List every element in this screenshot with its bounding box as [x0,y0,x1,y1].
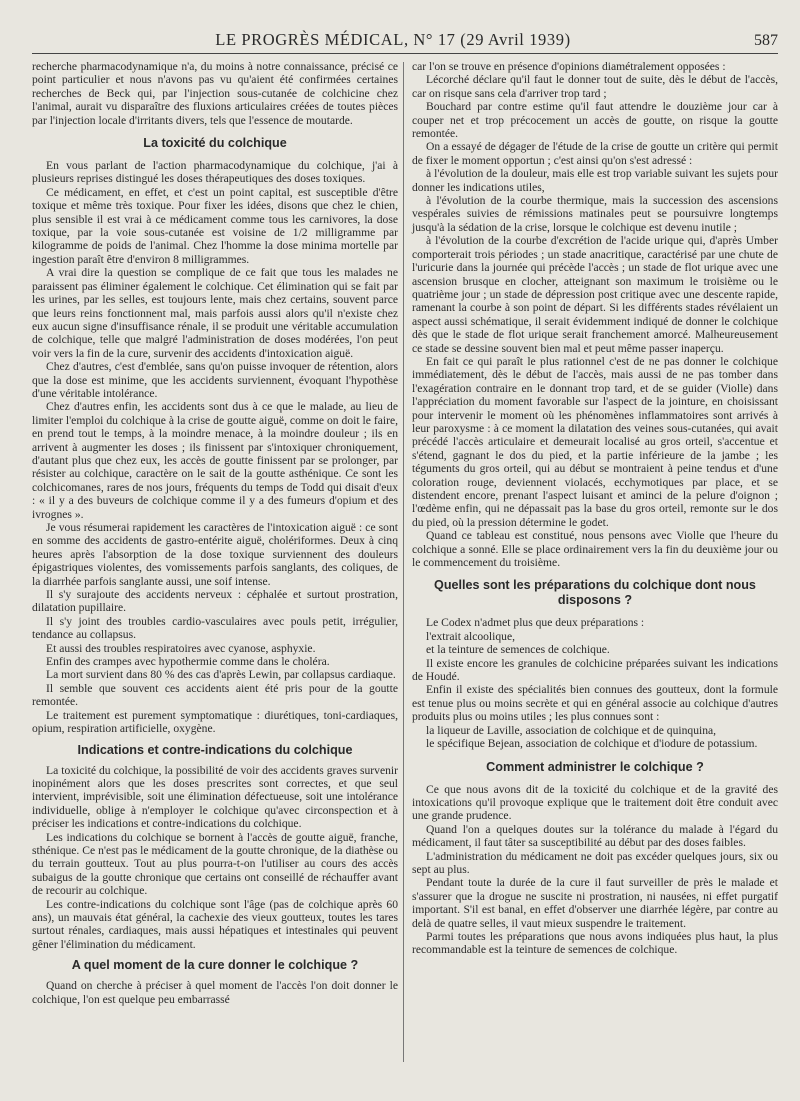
article-columns [32,60,778,1006]
left-column [32,60,398,1006]
paragraph: Les contre-indications du colchique sont l'âge (pas de colchique après 60 ans), un mauvais état général, la cachexie des vieux goutteux, toutes les tares surtout rénales, cardiaques, mais aussi hépatiques et intestinales qui peuvent gêner l'élimination du médicament. [32,897,398,951]
paragraph: A vrai dire la question se complique de ce fait que tous les malades ne paraissent pas éliminer également le colchique. Cet élimination qui se fait par les urines, par les selles, est toujours lente, mais chez certains, souvent parce que leurs reins fonctionnent mal, mais parfois aussi alors qu'il n'existe chez eux aucun signe d'insuffisance rénale, il se produit une véritable accumulation de colchique, telle que malgré l'administration de doses modérées, l'on peut voir vers la fin de la cure, survenir des accidents d'intoxication aiguë. [32,266,398,360]
section-heading-toxicite: La toxicité du colchique [143,136,287,151]
paragraph: Quand l'on a quelques doutes sur la tolérance du malade à l'égard du médicament, il faut tâter sa susceptibilité au début par des doses faibles. [412,822,778,850]
paragraph: Chez d'autres, c'est d'emblée, sans qu'on puisse invoquer de rétention, alors que la dose est minime, que les accidents surviennent, évoquant l'hypothèse d'une véritable intolérance. [32,360,398,400]
section-heading-moment: A quel moment de la cure donner le colchique ? [71,958,359,973]
paragraph: Le traitement est purement symptomatique : diurétiques, toni-cardiaques, opium, respiration artificielle, oxygène. [32,708,398,736]
paragraph: Il s'y surajoute des accidents nerveux : céphalée et surtout prostration, dilatation pupillaire. [32,588,398,615]
paragraph: à l'évolution de la douleur, mais elle est trop variable suivant les sujets pour donner les indications utiles, [412,167,778,194]
paragraph: Enfin il existe des spécialités bien connues des goutteux, dont la formule est tenue plus ou moins secrète et qui en général associe au colchique d'autres produits plus ou moins utiles ; les plus connues sont : [412,683,778,724]
paragraph: l'extrait alcoolique, [426,629,516,643]
column-divider [403,62,404,1062]
paragraph: Chez d'autres enfin, les accidents sont dus à ce que le malade, au lieu de limiter l'emploi du colchique à la crise de goutte aiguë, comme on doit le faire, en prend tout le temps, à la moindre menace, à la moindre douleur ; ils en arrivent à augmenter les doses ; ils finissent par s'intoxiquer chroniquement, d'autant plus que chez eux, les accès de goutte finissent par se prolonger, par résister au colchique, caractère on le sait de la goutte asthénique. Ce sont les colchicomanes, rares de nos jours, fréquents du temps de Todd qui disait d'eux : « il y a des buveurs de colchique comme il y a des fumeurs d'opium et des ivrognes ». [32,400,398,521]
paragraph: Enfin des crampes avec hypothermie comme dans le choléra. [46,655,330,669]
paragraph: En vous parlant de l'action pharmacodynamique du colchique, j'ai à plusieurs reprises distingué les doses thérapeutiques des doses toxiques. [32,159,398,186]
paragraph: à l'évolution de la courbe thermique, mais la succession des ascensions vespérales suivies de rémissions matinales peut se poursuivre longtemps jusqu'à la sédation de la crise, lorsque le colchique est devenu inutile ; [412,194,778,234]
paragraph: Les indications du colchique se bornent à l'accès de goutte aiguë, franche, sthénique. Ce n'est pas le médicament de la goutte chronique, de la diathèse ou du terrain goutteux. Tout au plus pourra-t-on l'utiliser au cours des accès subaigus de la goutte chronique que certains ont conseillé de réchauffer avant de recourir au colchique. [32,830,398,898]
section-heading-administrer: Comment administrer le colchique ? [486,759,704,774]
paragraph: Pendant toute la durée de la cure il faut surveiller de près le malade et s'assurer que la drogue ne suscite ni prostration, ni nausées, ni effet purgatif important. S'il est banal, en effet d'observer une diarrhée légère, par contre au delà de quatre selles, il vaut mieux suspendre le traitement. [412,876,778,930]
section-heading-preparations: Quelles sont les préparations du colchique dont nous disposons ? [434,578,756,608]
right-column [412,60,778,1006]
paragraph: Il semble que souvent ces accidents aient été pris pour de la goutte remontée. [32,681,398,709]
paragraph: En fait ce qui paraît le plus rationnel c'est de ne pas donner le colchique immédiatement, dès le début de l'accès, mais aussi de ne pas tomber dans l'exagération contraire en le donnant trop tard, et de se guider (Violle) dans l'appréciation du moment favorable sur l'aspect de la jointure, en choisissant pour intervenir le moment où les phénomènes inflammatoires sont arrivés à leur paroxysme : à ce moment la dilatation des veines sous-cutanées, qui avait précédé l'accès articulaire et demeurait localisé au gros orteil, s'accentue et s'étend, gagnant le dos du pied, et la partie inférieure de la jambe ; les téguments du gros orteil, qui au début se montraient à peine tendus et d'une coloration rouge, deviennent violacés, ecchymotiques par place, et se distendent encore, prenant l'aspect luisant et aminci de la pelure d'oignon ; l'œdème enfin, qui ne dépassait pas la base du gros orteil, remonte sur le dos du pied, où la pression détermine le godet. [412,354,778,529]
paragraph: le spécifique Bejean, association de colchique et d'iodure de potassium. [426,737,758,751]
paragraph: et la teinture de semences de colchique. [426,643,610,657]
page-header [32,30,778,54]
paragraph: recherche pharmacodynamique n'a, du moins à notre connaissance, précisé ce point particulier et nous n'avons pas vu qu'aient été confirmées certaines recherches de Beck qui, par l'injection sous-cutanée de colchicine chez l'animal, aurait vu disparaître des fluxions articulaires créées de toutes pièces par l'injection locale d'irritants divers, tels que l'essence de moutarde. [32,60,398,127]
paragraph: la liqueur de Laville, association de colchique et de quinquina, [426,723,717,737]
paragraph: Ce que nous avons dit de la toxicité du colchique et de la gravité des intoxications qu'il provoque explique que le traitement doit être conduit avec une grande prudence. [412,782,778,823]
paragraph: Ce médicament, en effet, et c'est un point capital, est susceptible d'être toxique et même très toxique. Pour fixer les idées, disons que chez le chien, plus sensible il est vrai à ce médicament comme tous les carnivores, la dose toxique, par la voie sous-cutanée est voisine de 1/2 milligramme par kilogramme de poids de l'animal. Chez l'homme la dose minima mortelle par ingestion paraît être d'environ 8 milligrammes. [32,185,398,266]
paragraph: Lécorché déclare qu'il faut le donner tout de suite, dès le début de l'accès, car on risque sans cela d'arriver trop tard ; [412,73,778,100]
paragraph: à l'évolution de la courbe d'excrétion de l'acide urique qui, d'après Umber comporterait trois périodes ; un stade anacritique, caractérisé par une chute de l'uricurie dans la journée qui précède l'accès ; un stade de flot urique avec une ascension brusque en clocher, atteignant son maximum le troisième ou le quatrième jour ; un stade de dépression post critique avec une descente rapide, ramenant la courbe à son point de départ. Si les différents stades révélaient un aspect aussi schématique, il serait évidemment indiqué de donner le colchique dès que le stade de flot urique serait franchement amorcé. Malheureusement ce stade se dessine souvent bien mal et peut même passer inaperçu. [412,234,778,355]
paragraph: Quand ce tableau est constitué, nous pensons avec Violle que l'heure du colchique a sonné. Elle se place ordinairement vers la fin du deuxième jour ou le commencement du troisième. [412,529,778,570]
paragraph: Je vous résumerai rapidement les caractères de l'intoxication aiguë : ce sont en somme des accidents de gastro-entérite aiguë, cholériformes. Deux à cinq heures après l'absorption de la dose toxique surviennent des douleurs épigastriques violentes, des vomissements parfois sanglants, des coliques, de la diarrhée parfois sanglante aussi, une soif intense. [32,521,398,588]
paragraph: Quand on cherche à préciser à quel moment de l'accès l'on doit donner le colchique, l'on est quelque peu embarrassé [32,979,398,1006]
page-number: 587 [754,32,778,49]
paragraph: Il existe encore les granules de colchicine préparées suivant les indications de Houdé. [412,656,778,684]
paragraph: car l'on se trouve en présence d'opinions diamétralement opposées : [412,60,726,73]
paragraph: Il s'y joint des troubles cardio-vasculaires avec pouls petit, irrégulier, tendance au collapsus. [32,614,398,642]
paragraph: Parmi toutes les préparations que nous avons indiquées plus haut, la plus recommandable est la teinture de semences de colchique. [412,929,778,957]
paragraph: Le Codex n'admet plus que deux préparations : [426,616,645,630]
running-title: LE PROGRÈS MÉDICAL, N° 17 (29 Avril 1939) [215,30,571,49]
paragraph: L'administration du médicament ne doit pas excéder quelques jours, six ou sept au plus. [412,849,778,876]
paragraph: Bouchard par contre estime qu'il faut attendre le douzième jour car à couper net et trop précocement un accès de goutte, on risque la goutte remontée. [412,100,778,141]
paragraph: Et aussi des troubles respiratoires avec cyanose, asphyxie. [46,641,316,655]
paragraph: La mort survient dans 80 % des cas d'après Lewin, par collapsus cardiaque. [46,668,396,682]
section-heading-indications: Indications et contre-indications du colchique [77,742,353,757]
paragraph: On a essayé de dégager de l'étude de la crise de goutte un critère qui permit de fixer le moment opportun ; c'est ainsi qu'on s'est adressé : [412,140,778,167]
paragraph: La toxicité du colchique, la possibilité de voir des accidents graves survenir inopinément alors que les doses prescrites sont correctes, et que seul intervient, imprévisible, soit une élimination défectueuse, soit une intolérance individuelle, oblige à n'employer le colchique qu'avec circonspection et à préciser les indications et contre-indications du colchique. [32,763,398,831]
